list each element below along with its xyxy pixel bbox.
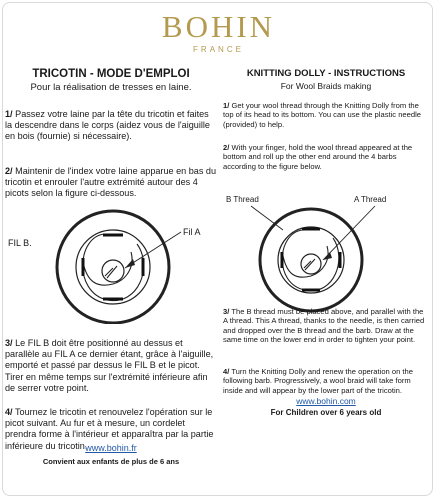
french-title: TRICOTIN - MODE D'EMPLOI <box>32 68 190 80</box>
outer-ring <box>57 211 169 323</box>
french-age-notice: Convient aux enfants de plus de 6 ans <box>42 457 180 466</box>
step-text: Maintenir de l'index votre laine apparue en bas du tricotin et enrouler l'autre extrémité autour des 4 picots selon la figure ci-dessous. <box>5 166 217 199</box>
english-title: KNITTING DOLLY - INSTRUCTIONS <box>246 68 406 79</box>
thread-center <box>304 259 315 270</box>
french-step-3 <box>5 338 217 394</box>
brand-country: FRANCE <box>193 45 244 54</box>
french-subtitle: Pour la réalisation de tresses en laine. <box>30 82 192 93</box>
arrow-icon <box>323 252 332 260</box>
english-website-link[interactable]: www.bohin.com <box>296 396 356 406</box>
english-step-1 <box>223 101 429 129</box>
french-instructions <box>5 68 217 466</box>
thread-b-label: B Thread <box>226 195 259 204</box>
step-number: 4/ <box>5 407 13 417</box>
english-age-notice: For Children over 6 years old <box>270 408 382 417</box>
pointer-b <box>251 206 283 230</box>
knitting-dolly-diagram <box>237 202 387 314</box>
french-step-1 <box>5 109 217 143</box>
arrow-icon <box>125 259 135 268</box>
english-subtitle: For Wool Braids making <box>280 81 372 91</box>
inner-ring <box>76 230 150 304</box>
thread-a-label: A Thread <box>354 195 387 204</box>
step-number: 2/ <box>223 143 230 152</box>
french-step-2 <box>5 166 217 200</box>
step-text: The B thread must be placed above, and parallel with the A thread. This A thread, thanks to the needle, is then carried and dropped over the B thread and the barb. Draw at the same time on the lower end in order to tighten your point. <box>223 307 425 345</box>
step-number: 3/ <box>223 307 230 316</box>
step-number: 1/ <box>223 101 230 110</box>
step-text: Tournez le tricotin et renouvelez l'opération sur le picot suivant. Au fur et à mesure, un cordelet prendra forme à l'intérieur et apparaîtra par la partie inférieure du tricotin. <box>5 407 214 451</box>
step-text: Get your wool thread through the Knitting Dolly from the top of its head to its bottom. You can use the plastic needle (provided) to help. <box>223 101 421 129</box>
step-text: Passez votre laine par la tête du tricotin et faites la descendre dans le corps (aidez vous de l'aiguille en bois (fournie) si nécessaire). <box>5 109 210 142</box>
thread-loop <box>83 234 144 301</box>
step-text: Le FIL B doit être positionné au dessus et parallèle au FIL A ce dernier étant, grâce à l'aiguille, emporté et passé par dessus le FIL B et le picot. Tirer en même temps sur l'extrémité inférieure afin de serrer votre point. <box>5 338 214 393</box>
step-number: 1/ <box>5 109 13 119</box>
english-step-3 <box>223 307 429 345</box>
inner-ring <box>278 227 344 293</box>
thread-b-label: FIL B. <box>8 238 32 248</box>
brand-logo: BOHIN <box>161 9 276 44</box>
english-step-2 <box>223 143 429 171</box>
step-number: 2/ <box>5 166 13 176</box>
step-number: 4/ <box>223 367 230 376</box>
step-number: 3/ <box>5 338 13 348</box>
step-text: Turn the Knitting Dolly and renew the operation on the following barb. Progressively, a wool braid will take form inside and will appear by the lower part of the tricotin. <box>223 367 413 395</box>
knitting-dolly-diagram <box>47 204 187 324</box>
thread-a-label: Fil A <box>183 227 201 237</box>
thread-loop <box>282 230 339 291</box>
french-website-link[interactable]: www.bohin.fr <box>85 443 137 453</box>
english-instructions <box>223 68 429 417</box>
english-step-4 <box>223 367 429 395</box>
thread-center <box>105 266 117 278</box>
step-text: With your finger, hold the wool thread appeared at the bottom and roll up the other end around the 4 barbs according to the figure below. <box>223 143 413 171</box>
